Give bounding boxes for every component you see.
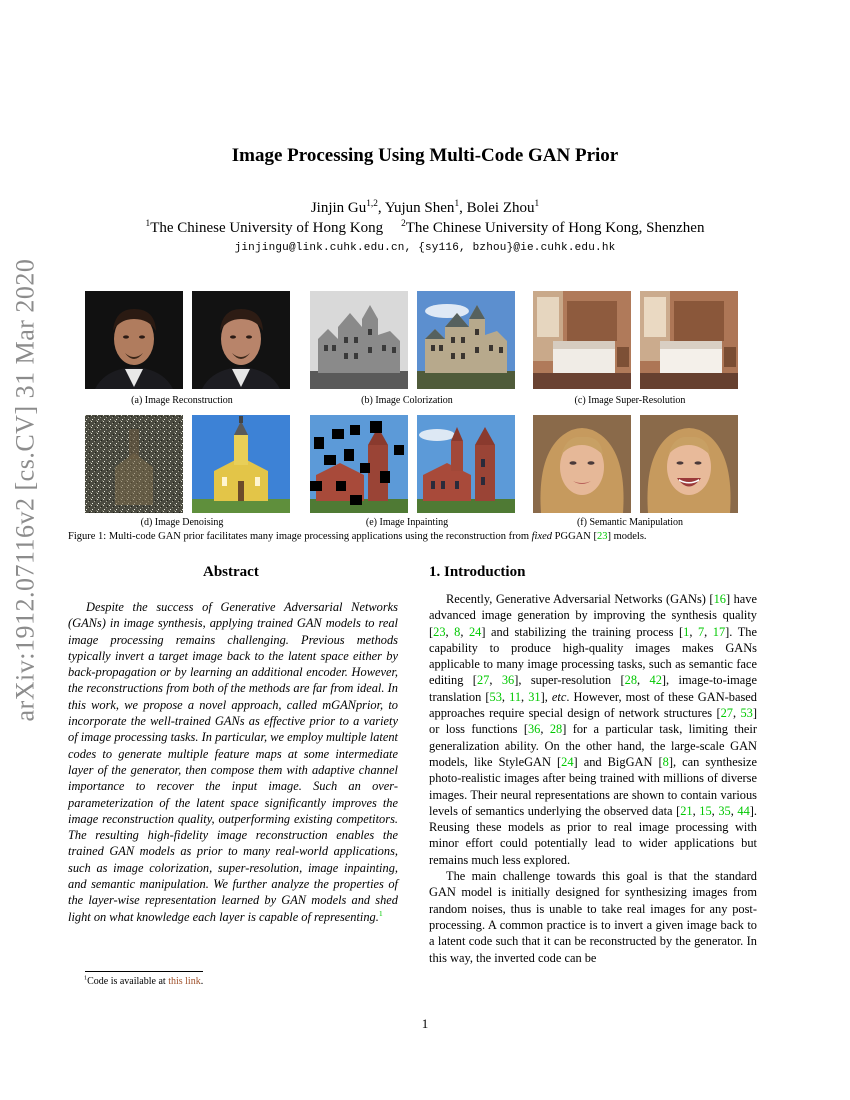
citation-link[interactable]: 7 [697, 624, 705, 639]
introduction-heading: 1. Introduction [429, 564, 526, 580]
author-name: Jinjin Gu [310, 200, 367, 216]
code-link[interactable]: this link [168, 976, 201, 987]
text-run: ]. Reusing these models as prior to real image processing with minor effort could potentially lead to wider applications but remains much less explored. [429, 803, 757, 867]
citation-link[interactable]: 53 [740, 706, 753, 721]
citation-link[interactable]: 17 [712, 624, 726, 639]
abstract-text: Despite the success of Generative Adversarial Networks (GANs) in image synthesis, applying trained GAN models to real image processing remains challenging. Previous methods typically invert a target image back to the latent space either by back-propagation or by learning an additional encoder. However, the reconstructions from both of the methods are far from ideal. In this work, we propose a novel approach, called mGANprior, to incorporate the well-trained GANs as effective prior to a variety of image processing tasks. In particular, we employ multiple latent codes to generate multiple feature maps at some intermediate layer of the generator, then compose them with adaptive channel importance to recover the input image. Such an over-parameterization of the latent space significantly improves the image reconstruction quality, outperforming existing competitors. The resulting high-fidelity image reconstruction enables the trained GAN models as prior to many real-world applications, such as image colorization, super-resolution, image inpainting, and semantic manipulation. We further analyze the properties of the layer-wise representation learned by GAN models and shed light on what knowledge each layer is capable of representing. [68, 600, 398, 924]
text-run: , [521, 689, 529, 704]
citation-link[interactable]: 28 [624, 673, 638, 688]
citation-link[interactable]: 21 [680, 803, 693, 818]
author-affil-mark: 1 [454, 199, 460, 209]
arxiv-stamp [2, 258, 48, 722]
text-run: , [732, 706, 741, 721]
citation-link[interactable]: 1 [683, 624, 690, 639]
introduction-body [429, 591, 757, 966]
figure-caption-emph: fixed [531, 531, 553, 542]
citation-link[interactable]: 53 [489, 689, 502, 704]
text-run: ] or loss functions [ [429, 706, 757, 737]
figure-image-castle-grayscale [310, 291, 408, 389]
citation-link[interactable]: 8 [662, 754, 669, 769]
citation-link[interactable]: 42 [649, 673, 662, 688]
citation-link[interactable]: 31 [528, 689, 541, 704]
page-number: 1 [421, 1016, 429, 1031]
text-run: , [540, 722, 550, 737]
figure-image-castle-color [417, 291, 515, 389]
text-run: , [445, 624, 455, 639]
citation-link[interactable]: 11 [509, 689, 522, 704]
text-run: , [460, 624, 469, 639]
text-run: ], [540, 689, 552, 704]
author-affil-mark: 1 [534, 199, 540, 209]
text-run: ], can synthesize photo-realistic images after being trained with millions of diverse images. Their neural representations are shown to contain various levels of semantics underlying the observed data [ [429, 754, 757, 818]
text-run: ], image-to-image translation [ [429, 673, 757, 704]
author-name: Yujun Shen [384, 200, 455, 216]
author-emails: jinjingu@link.cuhk.edu.cn, {sy116, bzhou}@ie.cuhk.edu.hk [234, 242, 616, 254]
figure-image-church-masked [310, 415, 408, 513]
author-affil-mark: 1,2 [366, 199, 378, 209]
citation-link[interactable]: 44 [737, 803, 750, 818]
footnote-text: Code is available at [87, 976, 169, 987]
abstract-body [68, 599, 398, 925]
citation-link[interactable]: 36 [501, 673, 515, 688]
footnote-end: . [200, 976, 204, 987]
citation-link[interactable]: 15 [699, 803, 712, 818]
figure-image-face-woman-input [533, 415, 631, 513]
footnote-mark-link[interactable]: 1 [378, 908, 383, 918]
citation-link[interactable]: 24 [561, 754, 574, 769]
text-run: , [704, 624, 713, 639]
affiliation: The Chinese University of Hong Kong, Shenzhen [405, 220, 705, 236]
figure-panel-caption: (a) Image Reconstruction [131, 395, 233, 406]
citation-link[interactable]: 28 [549, 722, 563, 737]
figure-image-face-man-input [85, 291, 183, 389]
figure-caption-suffix: ] models. [607, 531, 647, 542]
citation-link[interactable]: 36 [527, 722, 541, 737]
figure-caption-mid: PGGAN [ [552, 531, 597, 542]
figure-image-bedroom-highres [640, 291, 738, 389]
citation-link[interactable]: 24 [468, 624, 482, 639]
text-run: , [711, 803, 719, 818]
emphasis-text: etc [551, 689, 567, 704]
figure-image-face-woman-smile [640, 415, 738, 513]
text-run: ] for a particular task, limiting their generalization ability. On the other hand, the large-scale GAN models, like StyleGAN [ [429, 722, 757, 769]
footnote-mark: 1 [84, 974, 88, 982]
figure-panel-caption: (d) Image Denoising [140, 517, 224, 528]
figure-caption [68, 531, 784, 542]
abstract-heading: Abstract [203, 564, 259, 580]
text-run: ]. The capability to produce high-quality images makes GANs applicable to many image processing tasks, such as semantic face editing [ [429, 624, 757, 688]
figure-panel-caption: (f) Semantic Manipulation [576, 517, 684, 528]
figure-image-church-noisy [85, 415, 183, 513]
text-run: . However, most of these GAN-based approaches require special design of network structures [ [429, 689, 757, 721]
author-list: Jinjin Gu$^{1,2}$, Yujun Shen$^1$, Bolei Zhou$^1$ [310, 199, 540, 216]
figure-caption-prefix: Figure 1: Multi-code GAN prior facilitates many image processing applications using the reconstruction from [68, 531, 532, 542]
paper-title: Image Processing Using Multi-Code GAN Prior [231, 145, 619, 166]
arxiv-stamp-text: arXiv:1912.07116v2 [cs.CV] 31 Mar 2020 [10, 258, 39, 722]
figure-panel-caption: (c) Image Super-Resolution [574, 395, 686, 406]
citation-link[interactable]: 35 [718, 803, 731, 818]
introduction-paragraph [429, 591, 757, 868]
citation-link[interactable]: 23 [433, 624, 446, 639]
text-run: , [637, 673, 650, 688]
figure-panel-caption: (b) Image Colorization [361, 395, 453, 406]
figure-image-bedroom-lowres [533, 291, 631, 389]
figure-image-face-man-output [192, 291, 290, 389]
citation-link[interactable]: 16 [713, 592, 726, 606]
figure-panel-caption: (e) Image Inpainting [365, 517, 449, 528]
text-run: ] and BigGAN [ [573, 754, 663, 769]
affil-mark: 1 [145, 219, 151, 229]
affiliation-list [0, 220, 850, 237]
text-run: ], super-resolution [ [514, 673, 625, 688]
figure-image-church-denoised [192, 415, 290, 513]
citation-link[interactable]: 23 [596, 531, 608, 542]
citation-link[interactable]: 27 [476, 673, 490, 688]
affil-mark: 2 [401, 219, 406, 229]
text-run: , [501, 689, 510, 704]
text-run: ] and stabilizing the training process [ [481, 624, 684, 639]
affiliation: The Chinese University of Hong Kong [150, 220, 384, 236]
citation-link[interactable]: 8 [454, 624, 461, 639]
text-run: , [692, 803, 700, 818]
footnote-rule [85, 971, 203, 972]
text-run: ] have advanced image generation by improving the synthesis quality [ [429, 592, 757, 639]
text-run: Recently, Generative Adversarial Networks (GANs) [ [446, 592, 714, 606]
citation-link[interactable]: 27 [720, 706, 733, 721]
text-run: , [730, 803, 738, 818]
author-name: Bolei Zhou [466, 200, 535, 216]
text-run: , [689, 624, 698, 639]
figure-image-church-inpainted [417, 415, 515, 513]
footnote [84, 976, 203, 987]
text-run: , [489, 673, 502, 688]
introduction-paragraph: The main challenge towards this goal is that the standard GAN model is initially designed for synthesizing images from random noises, thus is unable to take real images for any post-processing. A common practice is to invert a given image back to a latent code such that it can be reconstructed by the generator. In this way, the inverted code can be [429, 869, 757, 965]
